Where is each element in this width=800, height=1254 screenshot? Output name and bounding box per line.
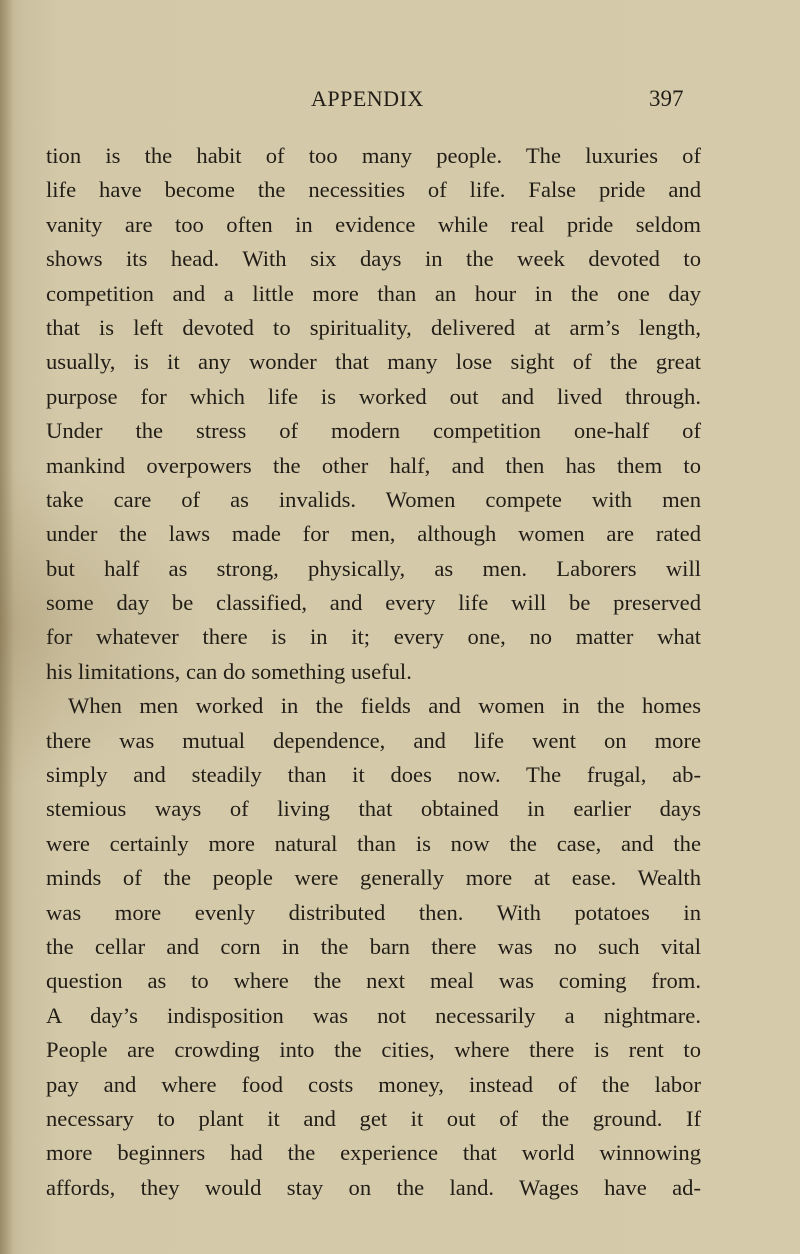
page-header [0,82,800,116]
text-line: A day’s indisposition was not necessarily a nightmare. [46,1002,701,1028]
text-line: affords, they would stay on the land. Wages have ad- [46,1174,701,1200]
text-line: take care of as invalids. Women compete with men [46,486,701,512]
text-line: stemious ways of living that obtained in earlier days [46,796,701,822]
gutter-shadow [0,0,14,1254]
text-line: purpose for which life is worked out and lived through. [46,383,701,409]
text-line: under the laws made for men, although women are rated [46,521,701,547]
text-line: more beginners had the experience that world winnowing [46,1140,701,1166]
text-line: pay and where food costs money, instead of the labor [46,1071,701,1097]
text-line: some day be classified, and every life will be preserved [46,590,701,616]
body-text [46,139,701,1205]
text-line: People are crowding into the cities, where there is rent to [46,1037,701,1063]
text-line: necessary to plant it and get it out of the ground. If [46,1105,701,1131]
text-line: was more evenly distributed then. With potatoes in [46,899,701,925]
text-line: life have become the necessities of life. False pride and [46,177,701,203]
text-line: vanity are too often in evidence while real pride seldom [46,211,701,237]
text-line: that is left devoted to spirituality, delivered at arm’s length, [46,314,701,340]
text-line: mankind overpowers the other half, and then has them to [46,452,701,478]
text-line: for whatever there is in it; every one, no matter what [46,624,701,650]
text-line: When men worked in the fields and women in the homes [68,693,701,719]
text-line: question as to where the next meal was coming from. [46,968,701,994]
text-line: his limitations, can do something useful. [46,658,412,684]
text-line: shows its head. With six days in the week devoted to [46,246,701,272]
text-line: were certainly more natural than is now the case, and the [46,830,701,856]
text-line: usually, is it any wonder that many lose sight of the great [46,349,701,375]
text-line: Under the stress of modern competition one-half of [46,418,701,444]
text-line: simply and steadily than it does now. The frugal, ab- [46,762,701,788]
text-line: there was mutual dependence, and life went on more [46,727,701,753]
running-head: APPENDIX [311,86,424,111]
text-line: minds of the people were generally more at ease. Wealth [46,865,701,891]
page-number: 397 [649,86,684,111]
text-line: tion is the habit of too many people. The luxuries of [46,143,701,168]
text-line: the cellar and corn in the barn there was no such vital [46,933,701,959]
text-line: competition and a little more than an hour in the one day [46,280,701,306]
text-line: but half as strong, physically, as men. Laborers will [46,555,701,581]
